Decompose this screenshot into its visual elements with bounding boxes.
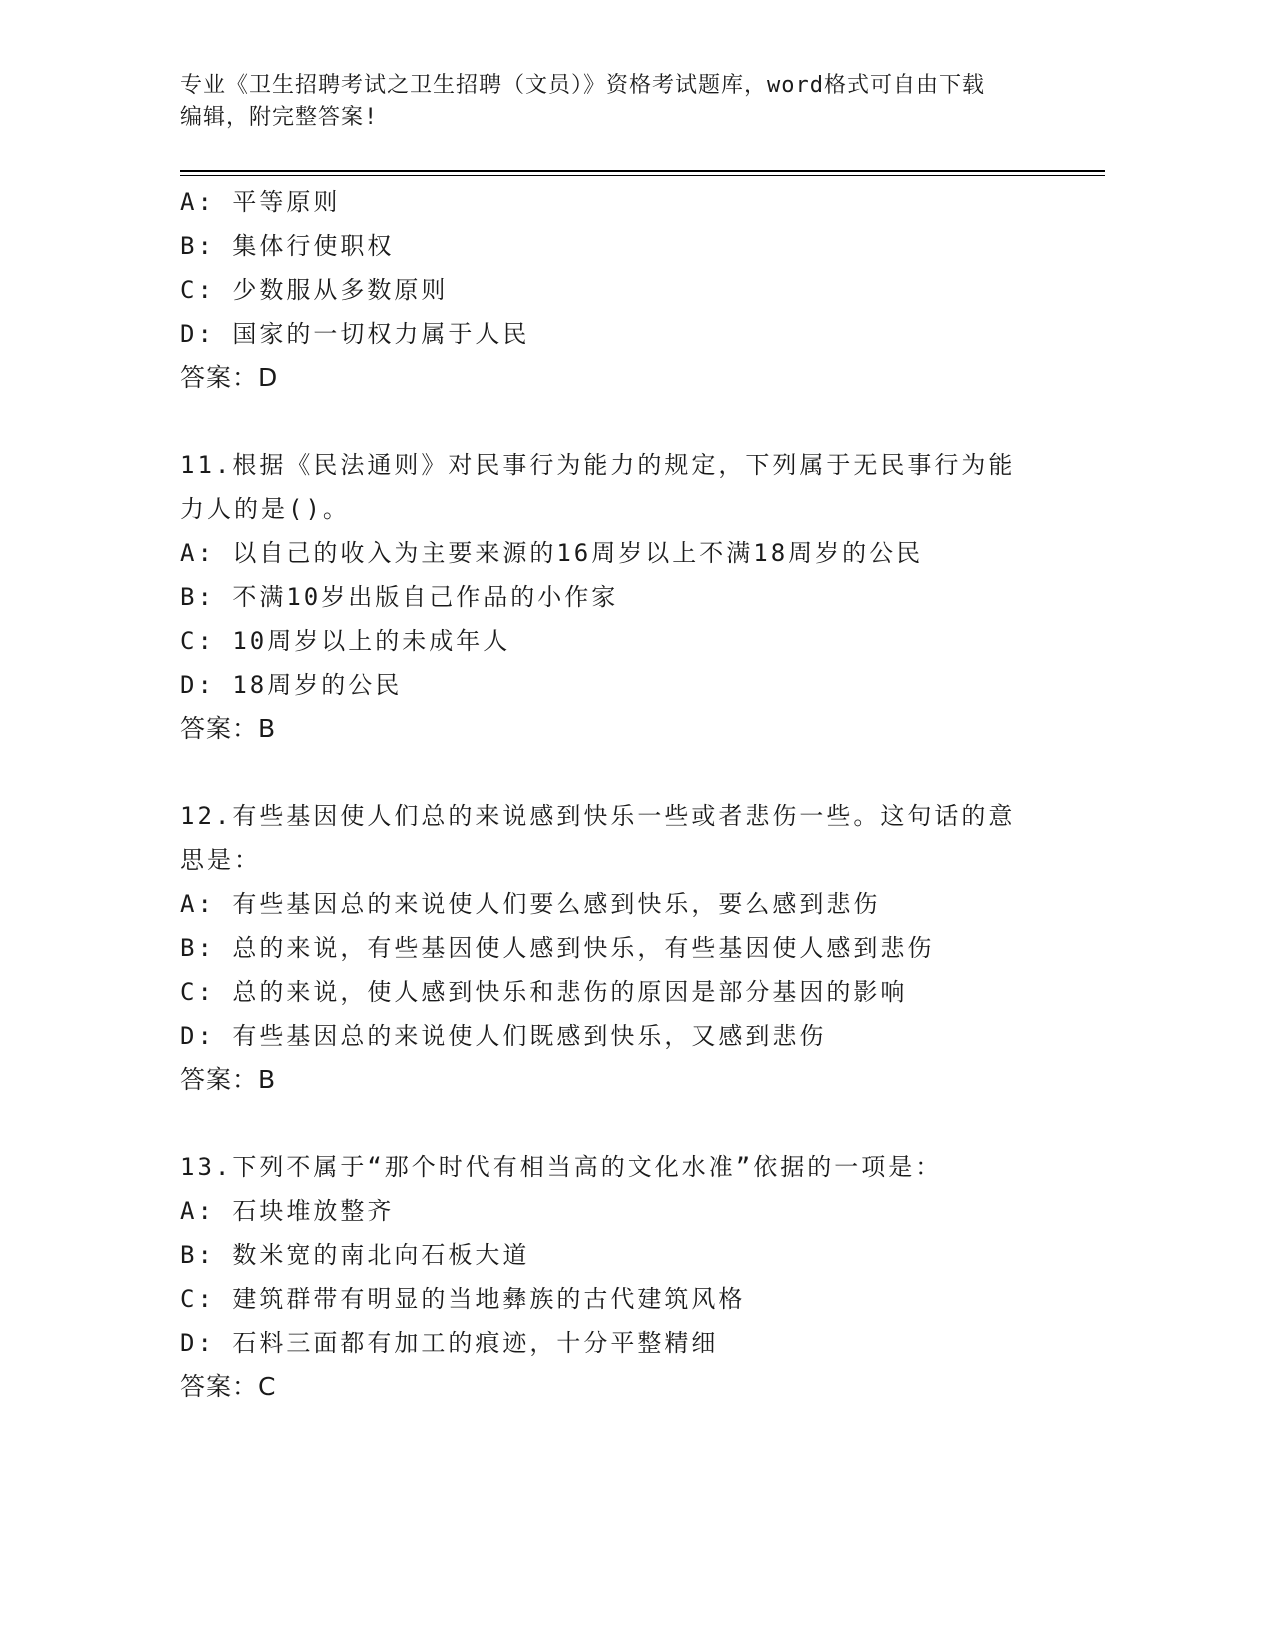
question-list [180, 180, 1040, 1409]
option-d: D: 国家的一切权力属于人民 [180, 320, 530, 348]
header-rule-thick [180, 170, 1105, 172]
option-a: A: 以自己的收入为主要来源的16周岁以上不满18周岁的公民 [180, 539, 924, 567]
header-line-2: 编辑，附完整答案! [180, 105, 379, 130]
header-line-1: 专业《卫生招聘考试之卫生招聘（文员）》资格考试题库，word格式可自由下载 [180, 73, 985, 98]
header-rule-thin [180, 175, 1105, 176]
spacer [180, 1102, 1040, 1145]
option-a: A: 石块堆放整齐 [180, 1197, 395, 1225]
option-b: B: 集体行使职权 [180, 232, 395, 260]
question-stem: 12.有些基因使人们总的来说感到快乐一些或者悲伤一些。这句话的意思是： [180, 802, 1016, 874]
question-10 [180, 180, 1040, 400]
answer-line: 答案：C [180, 1372, 277, 1401]
option-c: C: 10周岁以上的未成年人 [180, 627, 511, 655]
spacer [180, 751, 1040, 794]
question-11 [180, 443, 1040, 751]
option-d: D: 18周岁的公民 [180, 671, 403, 699]
answer-line: 答案：B [180, 1065, 277, 1094]
option-c: C: 少数服从多数原则 [180, 276, 449, 304]
option-b: B: 总的来说，有些基因使人感到快乐，有些基因使人感到悲伤 [180, 934, 935, 962]
answer-line: 答案：B [180, 714, 277, 743]
question-stem: 11.根据《民法通则》对民事行为能力的规定，下列属于无民事行为能力人的是()。 [180, 451, 1016, 523]
option-b: B: 数米宽的南北向石板大道 [180, 1241, 530, 1269]
option-d: D: 有些基因总的来说使人们既感到快乐，又感到悲伤 [180, 1022, 827, 1050]
option-c: C: 建筑群带有明显的当地彝族的古代建筑风格 [180, 1285, 746, 1313]
answer-line: 答案：D [180, 363, 279, 392]
question-13 [180, 1145, 1040, 1409]
option-d: D: 石料三面都有加工的痕迹，十分平整精细 [180, 1329, 719, 1357]
option-a: A: 平等原则 [180, 188, 341, 216]
option-c: C: 总的来说，使人感到快乐和悲伤的原因是部分基因的影响 [180, 978, 908, 1006]
option-a: A: 有些基因总的来说使人们要么感到快乐，要么感到悲伤 [180, 890, 881, 918]
document-header [180, 70, 1040, 134]
question-stem: 13.下列不属于“那个时代有相当高的文化水准”依据的一项是： [180, 1153, 943, 1181]
question-12 [180, 794, 1040, 1102]
option-b: B: 不满10岁出版自己作品的小作家 [180, 583, 619, 611]
spacer [180, 400, 1040, 443]
